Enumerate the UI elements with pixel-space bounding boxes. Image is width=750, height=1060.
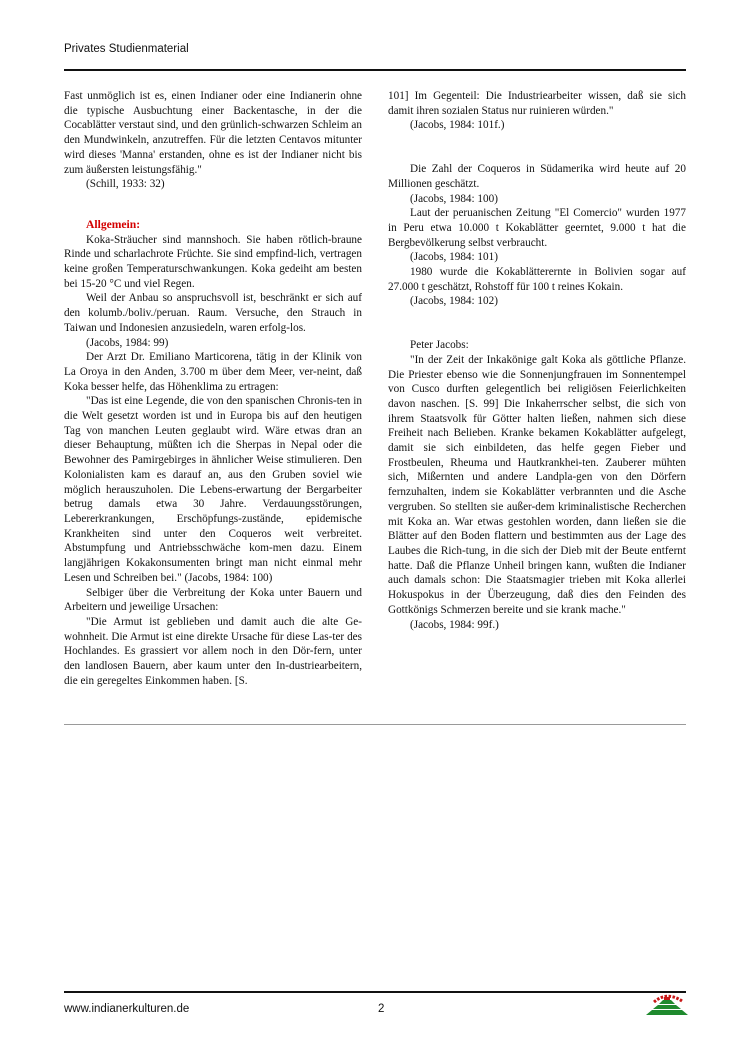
quote-paragraph: "In der Zeit der Inkakönige galt Koka als göttliche Pflanze. Die Priester ebenso wie die Sonnenjungfrauen im Sonnentempel von Cusco durften gelegentlich bei religiösen Feierlichkeiten davon naschen. [S. 99] Die Inkaherrscher selbst, die sich von ihrem Staatsvolk für Götter halten ließen, nahmen sich diese Freiheit nach Belieben. Kranke bekamen Kokablätter aufgelegt, damit sie sich einbildeten, das helfe gegen Fieber und Frostbeulen, Rheuma und Hautkrankhei-ten. Zauberer mühten sich, Mißernten und andere Landpla-gen von den Dörfern fernzuhalten, indem sie Kokablätter verbrannten und die Asche vergruben. So stellten sie außer-dem kriminalistische Recherchen mit Koka an. War etwas gestohlen worden, dann ließen sie die Blätter auf den Boden flattern und bestimmten aus der Lage des Laubes die Rich-tung, in die sich der Dieb mit der Beute entfernt hatte. Daß die Pflanze Unheil bringen kann, wußten die Indianer auch damals schon: Die Staatsmagier trieben mit Koka allerlei Hokuspokus in der Überzeugung, daß dies den Feinden des Gottkönigs Schmerzen bereite und sie krank mache." (388, 353, 686, 616)
author-label: Peter Jacobs: (410, 339, 469, 352)
quote-paragraph: "Die Armut ist geblieben und damit auch die alte Ge-wohnheit. Die Armut ist eine direkte Ursache für diese Las-ter des Hochlandes. Es grassiert vor allem noch in den Dör-fern, unter den landlosen Bauern, aber kaum unter den In-dustriearbeitern, die ein geregeltes Einkommen haben. [S. (64, 615, 362, 687)
footer-url[interactable]: www.indianerkulturen.de (64, 1003, 190, 1015)
header-rule (64, 69, 686, 71)
page-number: 2 (378, 1003, 385, 1015)
citation: (Jacobs, 1984: 101) (410, 251, 498, 264)
header-title: Privates Studienmaterial (64, 43, 189, 55)
paragraph: Koka-Sträucher sind mannshoch. Sie haben rötlich-braune Rinde und scharlachrote Früchte. Sie sind empfind-lich, vertragen keine großen Temperaturschwankungen. Koka gedeiht am besten bei 15-20 °C und viel Regen. (64, 233, 362, 290)
citation: (Jacobs, 1984: 102) (410, 295, 498, 308)
citation: (Jacobs, 1984: 101f.) (410, 119, 505, 132)
paragraph: Weil der Anbau so anspruchsvoll ist, beschränkt er sich auf den kolumb./boliv./peruan. Raum. Versuche, den Strauch in Taiwan und Indonesien anzusiedeln, waren erfolg-los. (64, 292, 362, 334)
left-column (64, 89, 362, 688)
paragraph: 1980 wurde die Kokablätterernte in Bolivien sogar auf 27.000 t geschätzt, Rohstoff für 100 t reines Kokain. (388, 266, 686, 293)
content-end-rule (64, 724, 686, 725)
citation: (Jacobs, 1984: 100) (410, 192, 498, 205)
footer-rule (64, 991, 686, 993)
paragraph: Selbiger über die Verbreitung der Koka unter Bauern und Arbeitern und jeweilige Ursachen: (64, 586, 362, 614)
citation: (Jacobs, 1984: 99) (86, 336, 169, 349)
paragraph: Fast unmöglich ist es, einen Indianer oder eine Indianerin ohne die typische Ausbuchtung einer Backentasche, in der die Cocablätter verstaut sind, und den grünlich-schwarzen Schleim an den Mundwinkeln, anzutreffen. Für die letzten Centavos mitunter wird dieses 'Manna' erstanden, ohne es ist der Indianer nicht bis zum äußersten leistungsfähig." (64, 90, 362, 176)
paragraph: 101] Im Gegenteil: Die Industriearbeiter wissen, daß sie sich damit ihren sozialen Status nur ruinieren würden." (388, 90, 686, 117)
paragraph: Laut der peruanischen Zeitung "El Comercio" wurden 1977 in Peru etwa 10.000 t Kokablätter geerntet, 9.000 t hat die Bergbevölkerung selbst verbraucht. (388, 207, 686, 249)
citation: (Schill, 1933: 32) (86, 178, 165, 191)
section-heading: Allgemein: (86, 217, 141, 231)
citation: (Jacobs, 1984: 99f.) (410, 618, 499, 631)
paragraph: Der Arzt Dr. Emiliano Marticorena, tätig in der Klinik von La Oroya in den Anden, 3.700 m über dem Meer, ver-neint, daß Koka besser helfe, das Höhenklima zu ertragen: (64, 351, 362, 393)
paragraph: Die Zahl der Coqueros in Südamerika wird heute auf 20 Millionen geschätzt. (388, 163, 686, 190)
quote-paragraph: "Das ist eine Legende, die von den spanischen Chronis-ten in die Welt gesetzt worden ist und in Europa bis auf den heutigen Tag von manchen Leuten geglaubt wird. Wäre etwas dran an dieser Behauptung, müßten ich die Sherpas in Nepal oder die Bewohner des Pamirgebirges in ähnlicher Weise stimulieren. Den Kolonialisten kam es darauf an, aus den Gruben soviel wie möglich herauszuholen. Die Lebens-erwartung der Bergarbeiter betrug damals etwa 30 Jahre. Verdauungsstörungen, Lebererkrankungen, Erschöpfungs-zustände, epidemische Krankheiten sind unter den Coqueros weit verbreitet. Abstumpfung und Antriebsschwäche kom-men dazu. Einem langjährigen Kokakonsumenten bringt man nicht einmal mehr Lesen und Schreiben bei." (Jacobs, 1984: 100) (64, 395, 362, 584)
pyramid-logo-icon (644, 994, 690, 1016)
right-column (388, 89, 686, 632)
